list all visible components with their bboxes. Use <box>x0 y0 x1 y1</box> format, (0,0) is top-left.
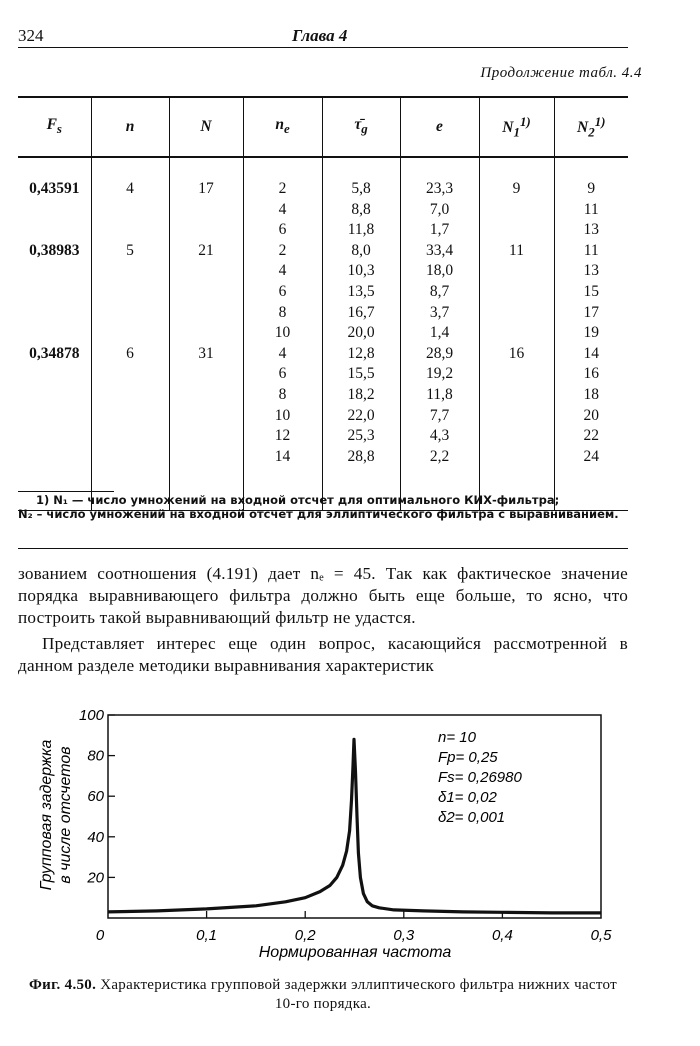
table-cell: 16,7 <box>347 303 375 321</box>
table-cell: 2 <box>278 241 287 259</box>
y-tick-label: 100 <box>78 707 104 724</box>
page-number: 324 <box>18 26 44 45</box>
table-cell: 33,4 <box>425 241 454 259</box>
table-cell: 1,7 <box>429 221 450 239</box>
header-n: n <box>91 97 169 157</box>
x-tick-label: 0 <box>95 927 105 944</box>
table-cell: 25,3 <box>347 427 375 445</box>
table-cell: 6 <box>278 221 287 239</box>
table-cell: 8 <box>278 303 287 321</box>
x-tick-label: 0,5 <box>590 927 612 944</box>
table-continuation-label: Продолжение табл. 4.4 <box>480 65 642 81</box>
data-table <box>18 96 628 511</box>
table-cell: 11,8 <box>347 221 375 239</box>
group-delay-chart <box>18 700 658 970</box>
header-tau: $\taū_g$ <box>322 97 400 157</box>
table-cell: 16 <box>583 365 599 383</box>
n1-column <box>479 157 554 511</box>
footnote-rule <box>18 491 114 492</box>
group-delay-curve <box>108 739 601 913</box>
chart-annotation: δ2= 0,001 <box>438 809 506 826</box>
footnote <box>18 494 628 521</box>
table-cell: 6 <box>278 365 287 383</box>
table-cell: 2,2 <box>429 447 450 465</box>
table-cell: 0,43591 <box>29 180 80 197</box>
n2-column <box>554 157 628 511</box>
table-cell: 13 <box>583 262 599 280</box>
table-cell: 11,8 <box>426 385 453 403</box>
chapter-title: Глава 4 <box>292 26 348 45</box>
header-e: e <box>400 97 479 157</box>
table-cell: 4 <box>126 180 134 197</box>
table-cell: 31 <box>198 344 214 362</box>
fs-column <box>18 157 91 511</box>
table-cell: 10 <box>274 406 291 424</box>
caption-text: Характеристика групповой задержки эллиптического фильтра нижних частот 10-го порядка. <box>100 977 617 1012</box>
table-cell: 4 <box>278 344 287 362</box>
x-tick-label: 0,3 <box>393 927 415 944</box>
table-cell: 11 <box>583 241 599 259</box>
y-tick-label: 20 <box>87 869 104 887</box>
table-cell: 22,0 <box>347 406 375 424</box>
table-cell: 18,0 <box>425 262 454 280</box>
footnote-bottom-rule <box>18 548 628 549</box>
table-cell: 24 <box>583 447 599 465</box>
x-tick-label: 0,4 <box>491 927 513 944</box>
table-cell: 8,8 <box>351 200 371 218</box>
table-cell: 4,3 <box>429 427 450 445</box>
y-tick-label: 60 <box>87 788 104 806</box>
header-fs: $F_s$ <box>18 97 91 157</box>
table-cell: 20,0 <box>347 324 375 342</box>
n-column <box>91 157 169 511</box>
table-cell: 6 <box>278 282 287 300</box>
N-column <box>169 157 243 511</box>
footnote-line-1: 1) N₁ — число умножений на входной отсчет для оптимального КИХ-фильтра; <box>36 493 560 507</box>
paragraph-2: Представляет интерес еще один вопрос, касающийся рассмотренной в данном разделе методики выравнивания характеристик <box>18 634 628 675</box>
chart-annotation: Fp= 0,25 <box>438 749 498 766</box>
y-tick-label: 80 <box>87 747 104 765</box>
y-axis-label <box>38 739 74 890</box>
table-cell: 0,34878 <box>29 344 80 362</box>
table-cell: 8,0 <box>351 241 371 259</box>
table-cell: 3,7 <box>429 303 450 321</box>
table-cell: 28,9 <box>425 344 454 362</box>
header-n2: $N_2^{1)}$ <box>554 97 628 157</box>
table-cell: 1,4 <box>429 324 450 342</box>
table-cell: 0,38983 <box>29 241 80 259</box>
table-cell: 28,8 <box>347 447 375 465</box>
table-cell: 19,2 <box>425 365 454 383</box>
table-cell: 19 <box>583 324 599 342</box>
table-cell: 8 <box>278 385 287 403</box>
table-cell: 10,3 <box>347 262 375 280</box>
ne-column <box>243 157 322 511</box>
table-cell: 4 <box>278 262 287 280</box>
chart-annotation: Fs= 0,26980 <box>438 769 522 786</box>
table-cell: 9 <box>587 180 596 197</box>
table-cell: 21 <box>198 241 214 259</box>
table-cell: 13 <box>583 221 599 239</box>
table-cell: 11 <box>583 200 599 218</box>
body-text <box>18 563 628 677</box>
table-cell: 18,2 <box>347 385 375 403</box>
table-cell: 6 <box>126 344 134 362</box>
paragraph-1: зованием соотношения (4.191) дает nₑ = 45. Так как фактическое значение порядка выравнивающего фильтра должно быть еще больше, то ясно, что построить такой выравнивающий фильтр не удастся. <box>18 564 628 627</box>
chart-annotation: δ1= 0,02 <box>438 789 497 806</box>
e-column <box>400 157 479 511</box>
table-cell: 23,3 <box>425 180 454 197</box>
header-rule <box>18 47 628 48</box>
table-cell: 9 <box>512 180 521 197</box>
table-cell: 17 <box>198 180 214 197</box>
table-cell: 5 <box>126 241 134 259</box>
header-ne: $n_e$ <box>243 97 322 157</box>
table-cell: 16 <box>508 344 525 362</box>
table-cell: 11 <box>509 241 524 259</box>
table-cell: 14 <box>583 344 599 362</box>
header-N: N <box>169 97 243 157</box>
y-axis-label-line-1: Групповая задержка <box>38 739 55 891</box>
x-tick-label: 0,1 <box>196 927 218 944</box>
tau-column <box>322 157 400 511</box>
table-cell: 7,7 <box>429 406 450 424</box>
table-cell: 7,0 <box>429 200 450 218</box>
table-cell: 15 <box>583 282 599 300</box>
x-axis-label: Нормированная частота <box>258 944 452 961</box>
table-cell: 2 <box>278 180 287 197</box>
x-tick-label: 0,2 <box>294 927 316 944</box>
table-cell: 22 <box>583 427 599 445</box>
table-cell: 4 <box>278 200 287 218</box>
caption-label: Фиг. 4.50. <box>29 977 97 993</box>
table-cell: 15,5 <box>347 365 375 383</box>
y-tick-label: 40 <box>87 828 104 846</box>
table-cell: 12 <box>274 427 291 445</box>
table-cell: 13,5 <box>347 282 375 300</box>
table-cell: 5,8 <box>351 180 371 197</box>
table-cell: 20 <box>583 406 599 424</box>
table-cell: 14 <box>274 447 291 465</box>
y-axis-label-line-2: в числе отсчетов <box>57 746 74 884</box>
footnote-line-2: N₂ – число умножений на входной отсчет для эллиптического фильтра с выравниванием. <box>18 506 619 521</box>
table-cell: 18 <box>583 385 599 403</box>
table-cell: 17 <box>583 303 599 321</box>
chart-annotation: n= 10 <box>438 729 476 746</box>
table-cell: 10 <box>274 324 291 342</box>
figure-caption <box>18 976 628 1014</box>
table-cell: 8,7 <box>429 282 450 300</box>
header-n1: $N_1^{1)}$ <box>479 97 554 157</box>
table-cell: 12,8 <box>347 344 375 362</box>
